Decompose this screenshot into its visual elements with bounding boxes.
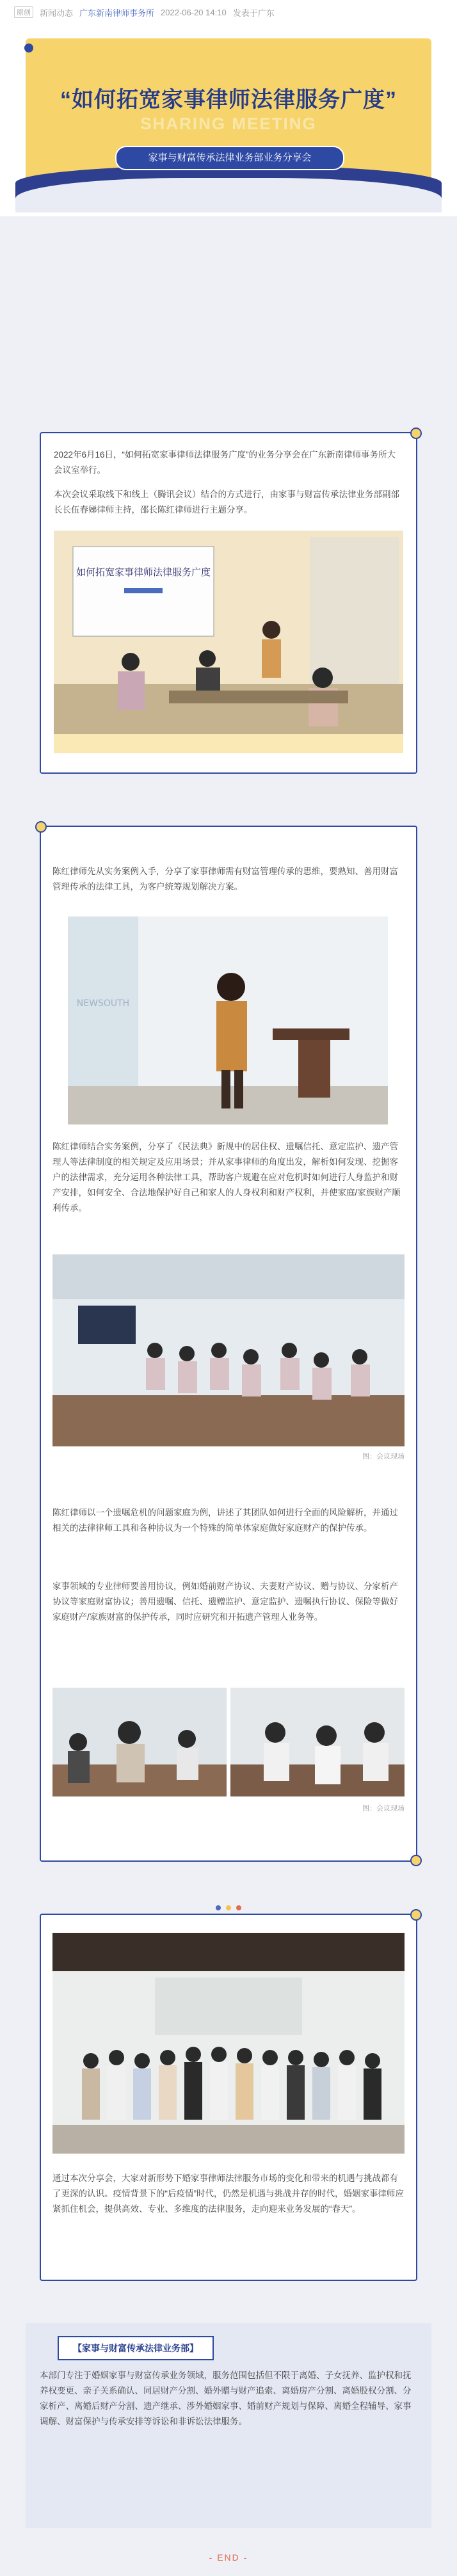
original-tag: 原创 <box>14 6 33 18</box>
photo-caption-1: 图：会议现场 <box>362 1453 405 1460</box>
intro-card <box>40 432 417 774</box>
meeting-photo-4 <box>230 1688 405 1796</box>
photo-caption-2: 图：会议现场 <box>362 1805 405 1812</box>
decor-dot-icon <box>24 44 33 52</box>
banner-subtitle: 家事与财富传承法律业务部业务分享会 <box>115 146 344 170</box>
corner-dot-icon <box>410 1909 422 1921</box>
meeting-photo-1 <box>54 531 403 734</box>
publish-datetime: 2022-06-20 14:10 <box>161 7 227 17</box>
sharing-paragraph-3: 陈红律师以一个遗嘱危机的问题家庭为例，讲述了其团队如何进行全面的风险解析，并通过相关的法律律师工具和各种协议为一个特殊的简单体家庭做好家庭财产的保护传承。 <box>52 1508 398 1533</box>
banner-watermark: SHARING MEETING <box>140 114 317 133</box>
speaker-photo <box>68 916 388 1124</box>
meeting-photo-3 <box>52 1688 227 1796</box>
intro-paragraph-1: 2022年6月16日，“如何拓宽家事律师法律服务广度”的业务分享会在广东新南律师事务所大会议室举行。 <box>54 450 396 475</box>
dept-title: 【家事与财富传承法律业务部】 <box>58 2336 214 2360</box>
end-marker: - END - <box>209 2552 248 2563</box>
article-meta <box>0 0 457 24</box>
dot-icon <box>236 1905 241 1910</box>
slide-title: 如何拓宽家事律师法律服务广度 <box>76 566 211 578</box>
corner-dot-icon <box>35 821 47 833</box>
org-link[interactable]: 广东新南律师事务所 <box>79 8 155 18</box>
summary-card <box>40 1914 417 2281</box>
channel-label: 新闻动态 <box>40 8 74 18</box>
group-photo <box>52 1933 405 2154</box>
dept-paragraph: 本部门专注于婚姻家事与财富传承业务领域，服务范围包括但不限于离婚、子女抚养、监护权和抚养权变更、亲子关系确认、同居财产分割、婚外赠与财产追索、离婚房产分割、离婚股权分割、分家析产、离婚后财产分割、遗产继承、涉外婚姻家事、婚前财产规划与保障、离婚全程辅导、家事调解、财富保护与传承安排等诉讼和非诉讼法律服务。 <box>40 2371 412 2426</box>
meeting-photo-2 <box>52 1254 405 1446</box>
divider-dots <box>0 1902 457 1914</box>
corner-dot-icon <box>410 1855 422 1866</box>
wall-logo: NEWSOUTH <box>76 998 130 1009</box>
intro-paragraph-2: 本次会议采取线下和线上（腾讯会议）结合的方式进行，由家事与财富传承法律业务部副部长长伍春娣律师主持，邵长陈红律师进行主题分享。 <box>54 490 399 515</box>
sharing-paragraph-1: 陈红律师先从实务案例入手，分享了家事律师需有财富管理传承的思维，要熟知、善用财富管理传承的法律工具，为客户统筹规划解决方案。 <box>52 867 398 892</box>
summary-paragraph: 通过本次分享会，大家对新形势下婚家事律师法律服务市场的变化和带来的机遇与挑战都有了更深的认识。疫情背景下的“后疫情”时代，仍然是机遇与挑战并存的时代，婚姻家事律师应紧抓住机会，提供高效、专业、多维度的法律服务，走向迎来业务发展的“春天”。 <box>52 2173 404 2214</box>
content-card <box>40 826 417 1862</box>
banner-title: “如何拓宽家事律师法律服务广度” <box>60 88 397 112</box>
header-banner <box>0 24 457 216</box>
corner-dot-icon <box>410 428 422 439</box>
dot-icon <box>216 1905 221 1910</box>
sharing-paragraph-4: 家事领域的专业律师要善用协议，例如婚前财产协议、夫妻财产协议、赠与协议、分家析产协议等家庭财富协议；善用遗嘱、信托、遗赠监护、意定监护、遗嘱执行协议、保险等做好家庭财产/家族财富的保护传承，同时应研究和开拓遗产管理人业务等。 <box>52 1581 398 1622</box>
sharing-paragraph-2: 陈红律师结合实务案例，分享了《民法典》新规中的居住权、遗嘱信托、意定监护、遗产管理人等法律制度的相关规定及应用场景；并从家事律师的角度出发，解析如何发现、挖掘客户的法律需求，充分运用各种法律工具，帮助客户规避在应对危机时如何进行人身监护和财产安排，如何安全、合法地保护好自己和家人的人身权利和财产权利，并使家庭/家族财产顺利传承。 <box>52 1142 401 1213</box>
photo-underlay <box>54 734 403 753</box>
publish-location: 发表于广东 <box>232 8 275 18</box>
dot-icon <box>226 1905 231 1910</box>
